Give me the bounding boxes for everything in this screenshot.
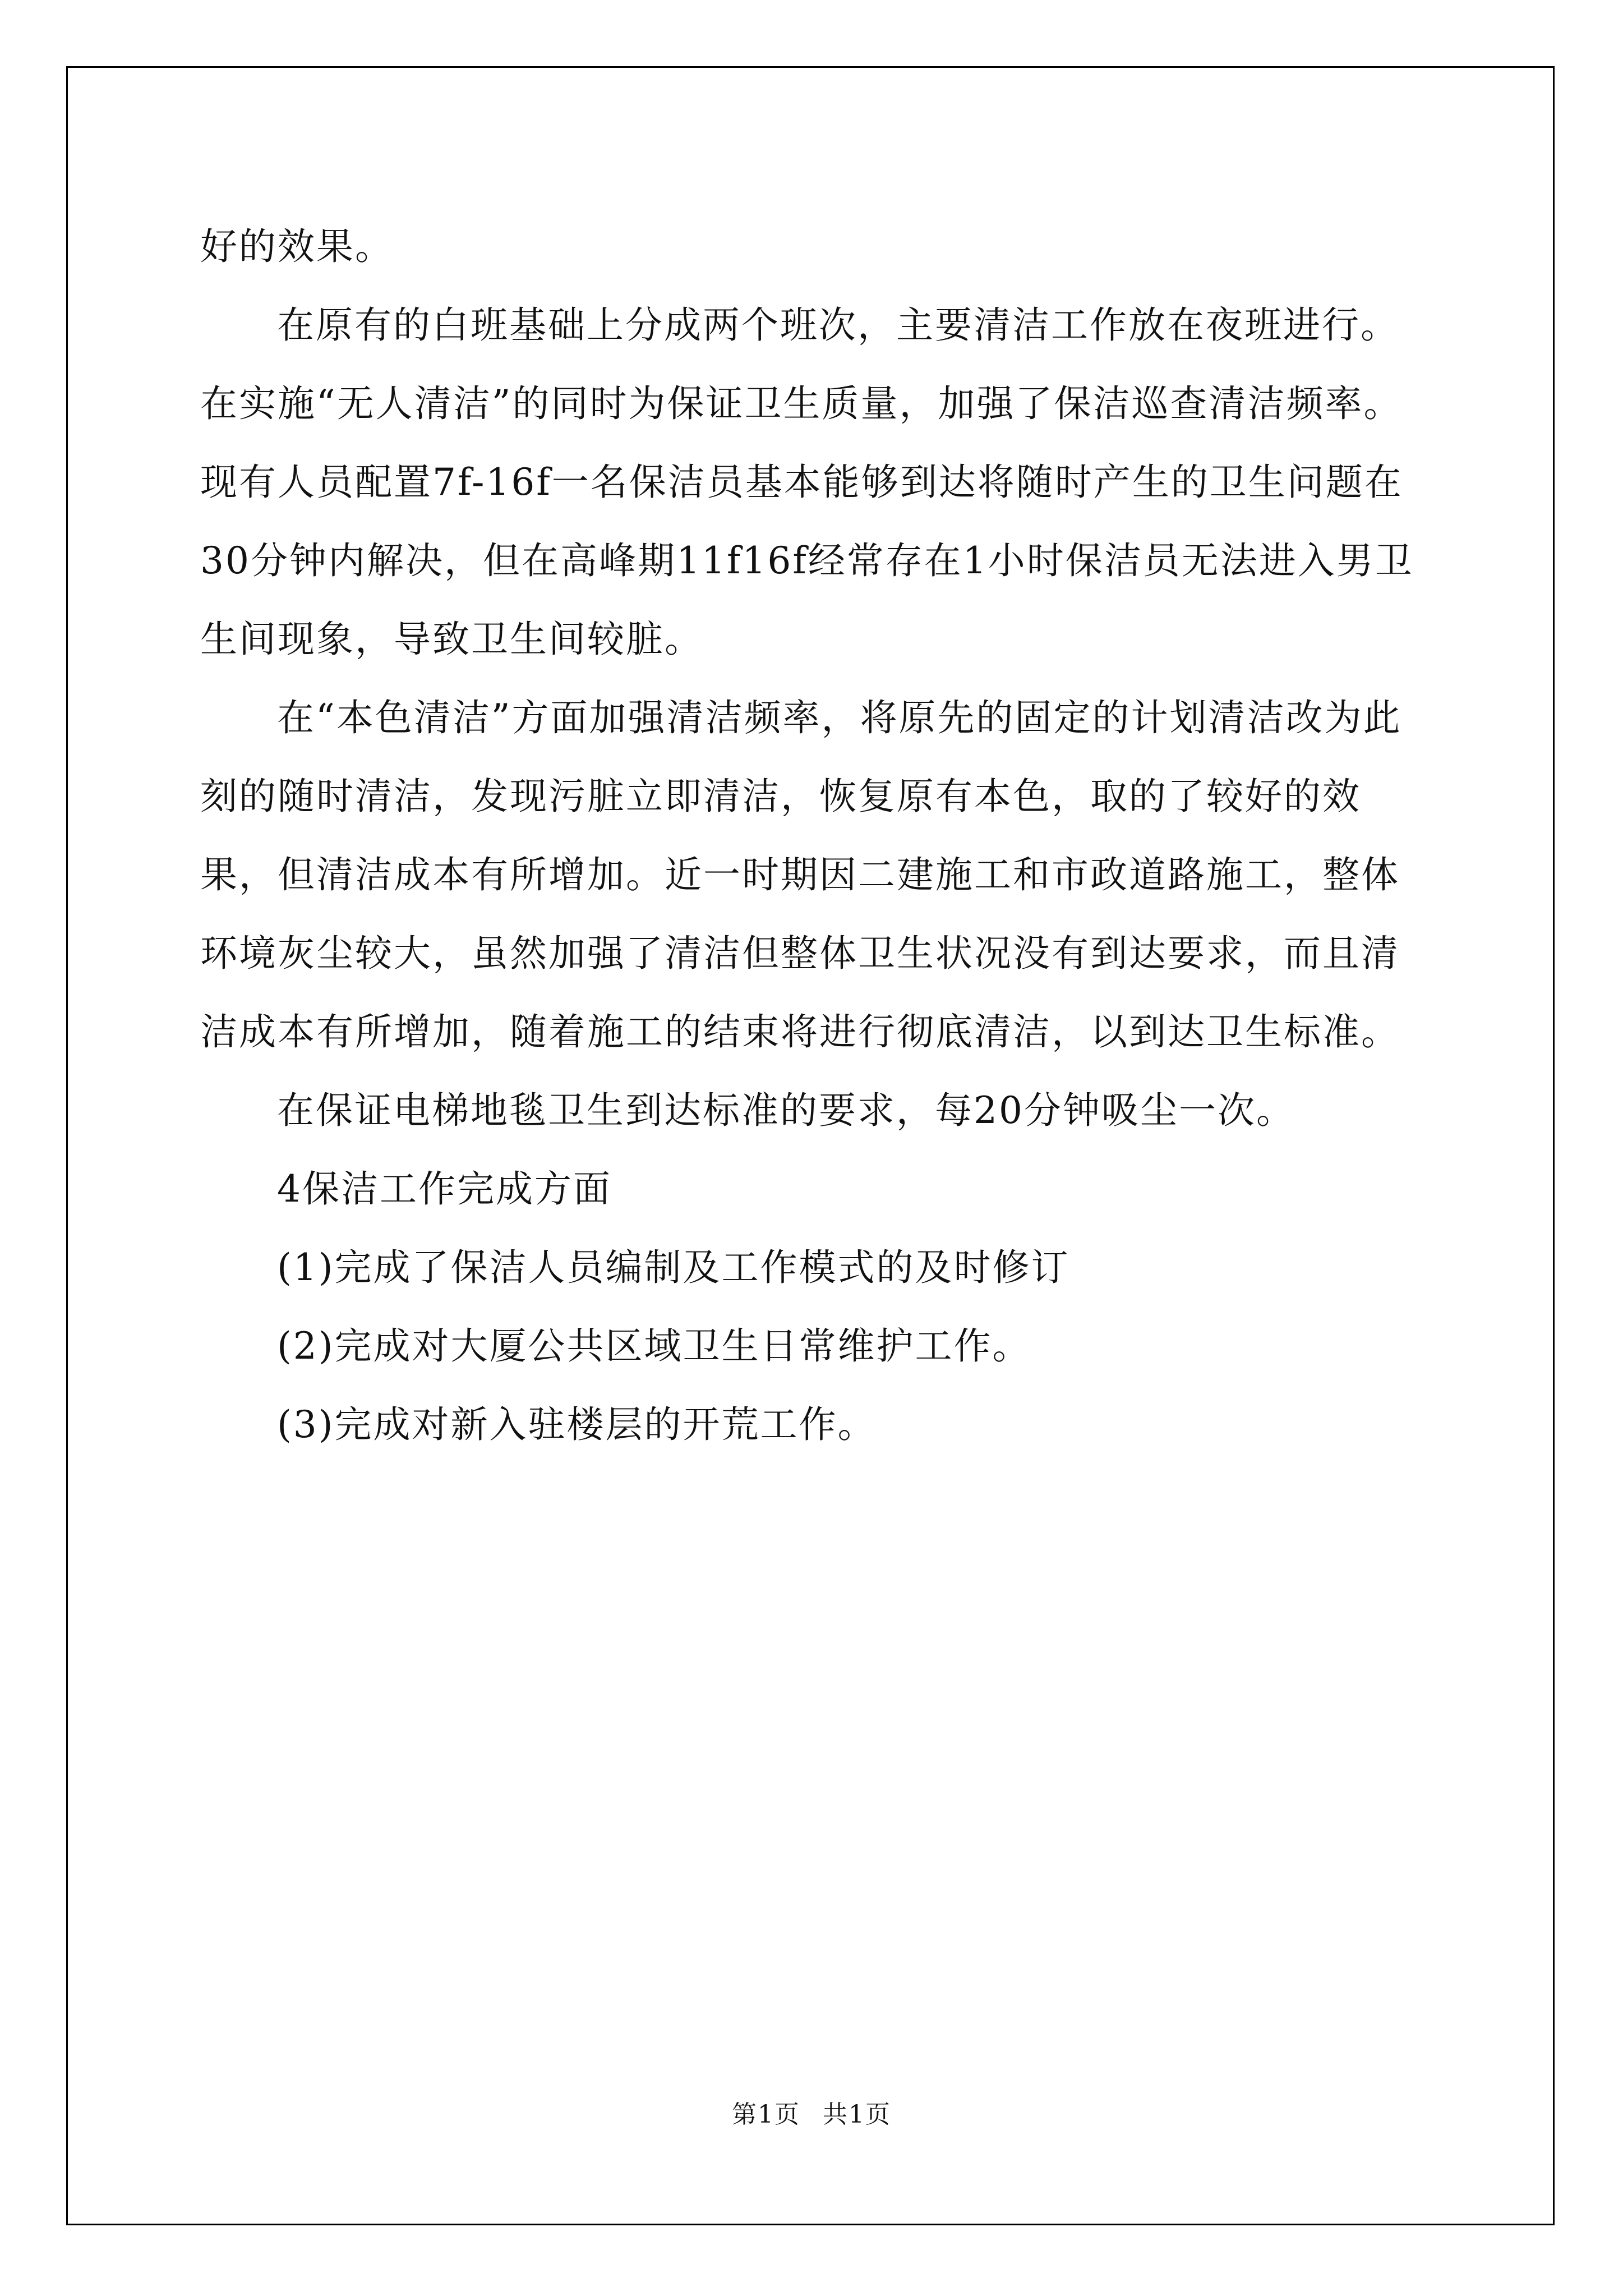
list-item-3: (3)完成对新入驻楼层的开荒工作。 (277, 1403, 877, 1446)
document-body (200, 208, 1423, 1464)
paragraph-1: 好的效果。 (200, 225, 394, 268)
page-footer (0, 2094, 1623, 2130)
page-number: 第1页 (732, 2100, 800, 2129)
paragraph-2: 在原有的白班基础上分成两个班次，主要清洁工作放在夜班进行。在实施“无人清洁”的同时为保证卫生质量，加强了保洁巡查清洁频率。现有人员配置7f-16f一名保洁员基本能够到达将随时产生的卫生问题在30分钟内解决，但在高峰期11f16f经常存在1小时保洁员无法进入男卫生间现象，导致卫生间较脏。 (200, 303, 1414, 661)
page-total: 共1页 (823, 2100, 891, 2129)
section-heading: 4保洁工作完成方面 (277, 1167, 612, 1211)
paragraph-3: 在“本色清洁”方面加强清洁频率，将原先的固定的计划清洁改为此刻的随时清洁，发现污脏立即清洁，恢复原有本色，取的了较好的效果，但清洁成本有所增加。近一时期因二建施工和市政道路施工，整体环境灰尘较大，虽然加强了清洁但整体卫生状况没有到达要求，而且清洁成本有所增加，随着施工的结束将进行彻底清洁，以到达卫生标准。 (200, 696, 1402, 1053)
paragraph-4: 在保证电梯地毯卫生到达标准的要求，每20分钟吸尘一次。 (277, 1089, 1295, 1132)
list-item-1: (1)完成了保洁人员编制及工作模式的及时修订 (277, 1246, 1070, 1289)
list-item-2: (2)完成对大厦公共区域卫生日常维护工作。 (277, 1324, 1031, 1368)
